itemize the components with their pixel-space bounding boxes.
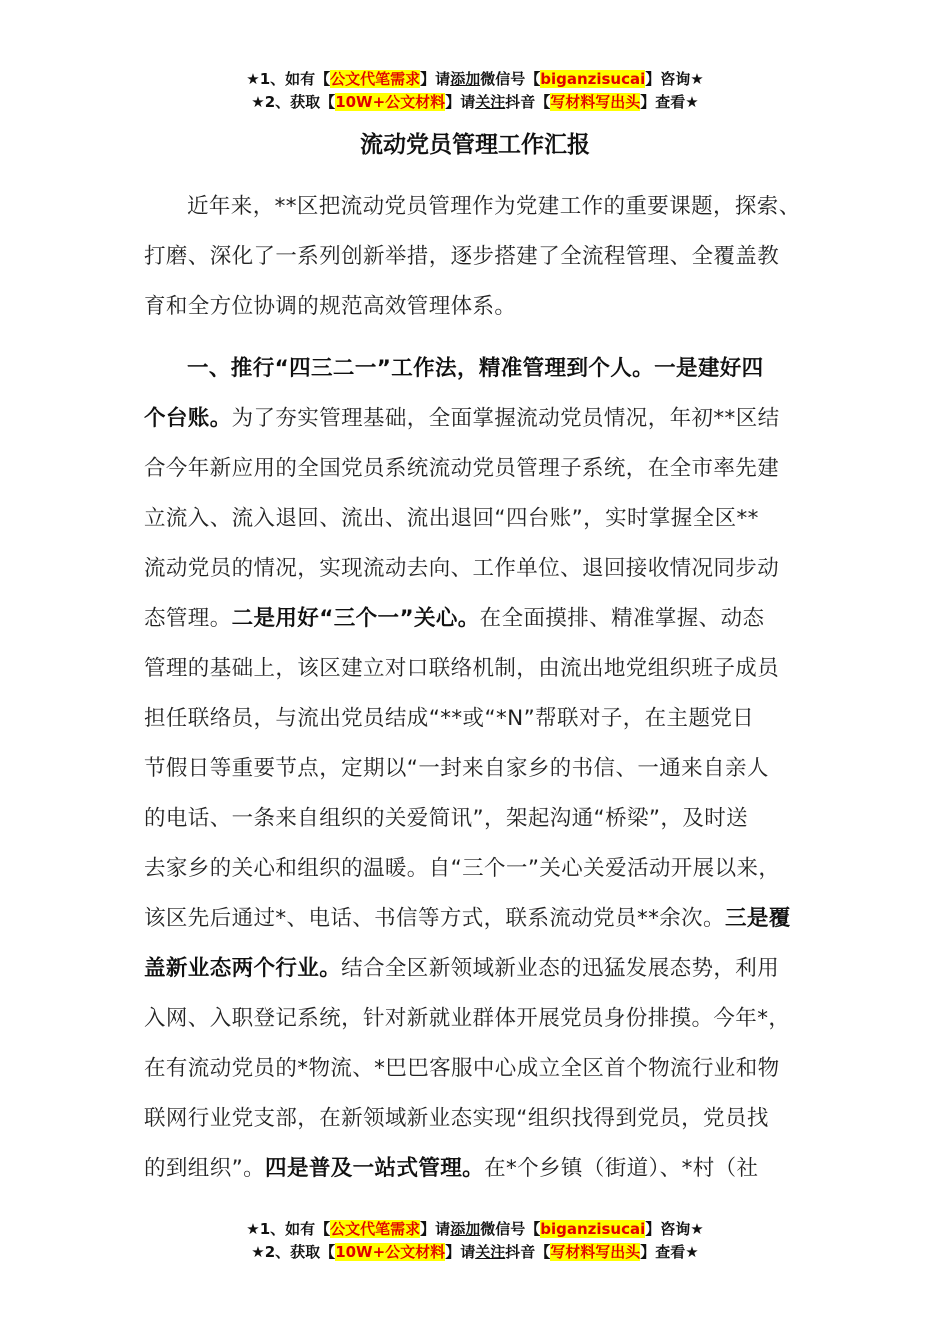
banner-line-1 [0,1218,950,1241]
banner-text: 】查看★ [640,93,699,111]
banner-text: ★1、如有【 [246,1220,331,1238]
text-line: 合今年新应用的全国党员系统流动党员管理子系统，在全市率先建 [144,456,780,481]
douyin-account: 写材料写出头 [550,1243,641,1261]
text-line: 去家乡的关心和组织的温暖。自“三个一”关心关爱活动开展以来， [144,856,781,881]
wechat-id: biganzisucai [540,70,646,88]
text-line: 入网、入职登记系统，针对新就业群体开展党员身份排摸。今年*， [144,1006,791,1031]
text-line: 流动党员的情况，实现流动去向、工作单位、退回接收情况同步动 [144,556,780,581]
text-line [144,394,812,444]
text-line: 打磨、深化了一系列创新举措，逐步搭建了全流程管理、全覆盖教 [144,244,780,269]
text-segment: 该区先后通过*、电话、书信等方式，联系流动党员**余次。 [144,906,725,931]
text-line [144,944,812,994]
banner-text: ★2、获取【 [251,1243,336,1261]
highlight-text: 公文代笔需求 [330,70,421,88]
text-line: 立流入、流入退回、流出、流出退回“四台账”，实时掌握全区** [144,506,759,531]
banner-text: 微信号【 [480,70,541,88]
text-line [144,894,812,944]
underlined-text: 关注 [475,93,506,111]
text-segment: 结合全区新领域新业态的迅猛发展态势，利用 [341,956,780,981]
bold-phrase: 三是覆 [724,906,791,931]
text-line [144,1144,812,1194]
text-segment: 为了夯实管理基础，全面掌握流动党员情况，年初**区结 [231,406,780,431]
banner-text: ★2、获取【 [251,93,336,111]
banner-text: 微信号【 [480,1220,541,1238]
highlight-text: 10W+公文材料 [335,93,446,111]
banner-text: 】请 [445,93,476,111]
highlight-text: 公文代笔需求 [330,1220,421,1238]
section-1-paragraph [144,344,812,1194]
banner-line-1 [0,68,950,91]
bold-phrase: 盖新业态两个行业。 [144,956,342,981]
underlined-text: 添加 [450,70,481,88]
text-line [144,344,812,394]
banner-line-2 [0,1241,950,1264]
text-segment: 态管理。 [144,606,232,631]
banner-text: 】咨询★ [645,1220,704,1238]
document-title: 流动党员管理工作汇报 [360,132,590,158]
text-segment: 在*个乡镇（街道）、*村（社 [484,1156,759,1181]
text-segment: 的到组织”。 [144,1156,266,1181]
text-line [144,594,812,644]
text-segment: 在全面摸排、精准掌握、动态 [479,606,765,631]
banner-text: 抖音【 [505,1243,551,1261]
underlined-text: 添加 [450,1220,481,1238]
text-line: 育和全方位协调的规范高效管理体系。 [144,294,517,319]
bold-phrase: 个台账。 [144,406,232,431]
banner-line-2 [0,91,950,114]
bold-phrase: 二是用好“三个一”关心。 [231,606,480,631]
banner-text: 抖音【 [505,93,551,111]
text-line: 联网行业党支部，在新领域新业态实现“组织找得到党员，党员找 [144,1106,769,1131]
intro-paragraph [144,182,812,332]
banner-text: 】请 [445,1243,476,1261]
banner-text: 】咨询★ [645,70,704,88]
douyin-account: 写材料写出头 [550,93,641,111]
section-heading: 一、推行“四三二一”工作法，精准管理到个人。一是建好四 [187,356,764,381]
text-line: 担任联络员，与流出党员结成“**或“*N”帮联对子，在主题党日 [144,706,755,731]
banner-text: 】请 [420,70,451,88]
highlight-text: 10W+公文材料 [335,1243,446,1261]
text-line: 的电话、一条来自组织的关爱简讯”，架起沟通“桥梁”，及时送 [144,806,749,831]
text-line: 在有流动党员的*物流、*巴巴客服中心成立全区首个物流行业和物 [144,1056,780,1081]
header-banner [0,68,950,114]
underlined-text: 关注 [475,1243,506,1261]
text-line: 近年来，**区把流动党员管理作为党建工作的重要课题，探索、 [187,194,801,219]
banner-text: 】请 [420,1220,451,1238]
wechat-id: biganzisucai [540,1220,646,1238]
bold-phrase: 四是普及一站式管理。 [265,1156,485,1181]
footer-banner [0,1218,950,1264]
text-line: 节假日等重要节点，定期以“一封来自家乡的书信、一通来自亲人 [144,756,769,781]
banner-text: ★1、如有【 [246,70,331,88]
banner-text: 】查看★ [640,1243,699,1261]
text-line: 管理的基础上，该区建立对口联络机制，由流出地党组织班子成员 [144,656,780,681]
